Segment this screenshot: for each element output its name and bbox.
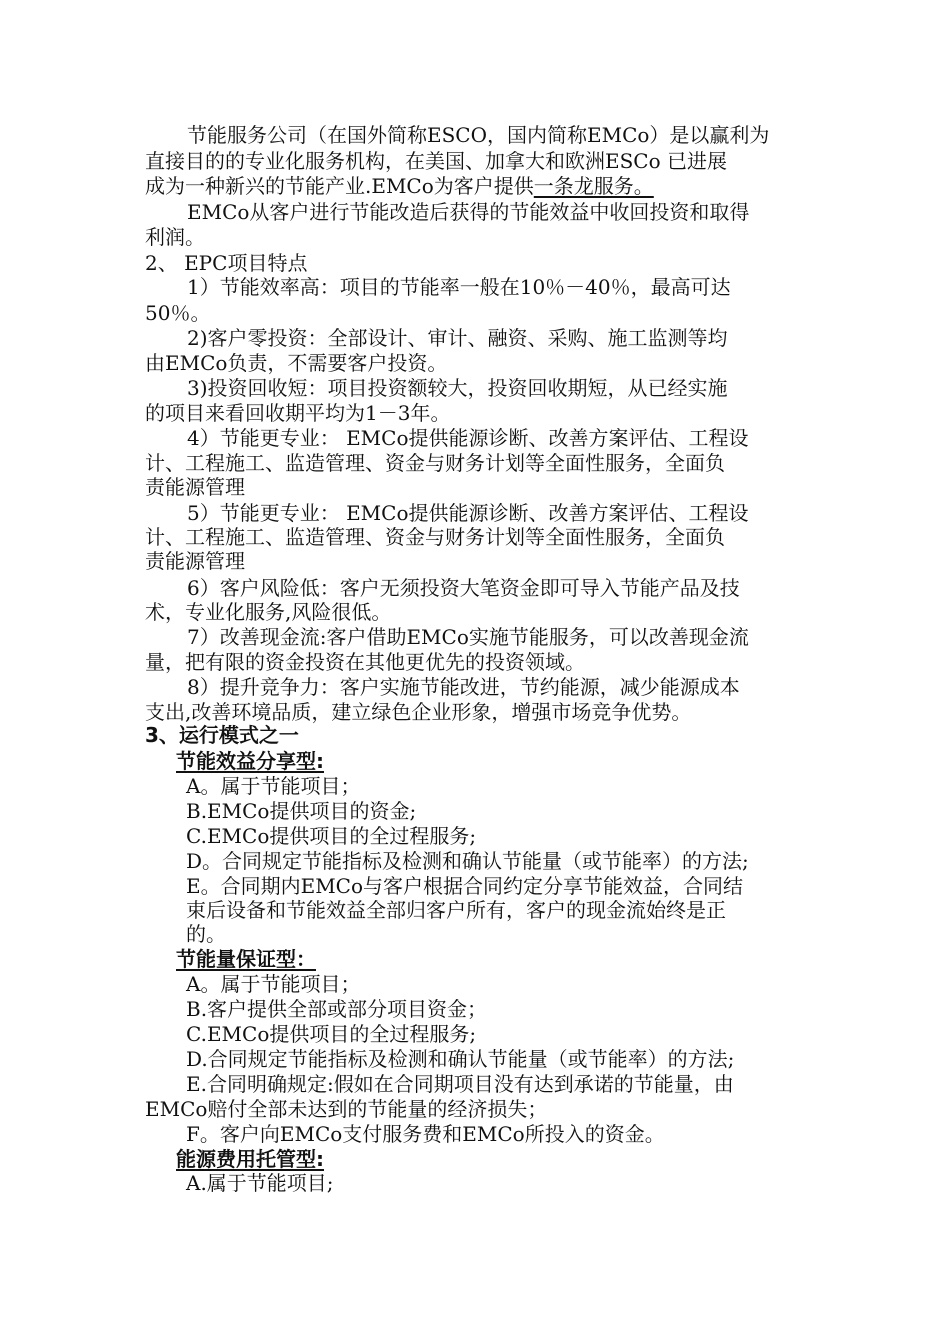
type3-line: A.属于节能项目; (186, 1171, 334, 1195)
type2-line: E.合同明确规定:假如在合同期项目没有达到承诺的节能量，由 (186, 1072, 734, 1096)
type1-line: C.EMCo提供项目的全过程服务; (186, 824, 477, 848)
type1-title: 节能效益分享型: (176, 749, 324, 773)
type1-line: 的。 (186, 922, 226, 946)
intro-line-1: 节能服务公司（在国外简称ESCO，国内简称EMCo）是以赢利为 (187, 123, 770, 147)
type2-line: A。属于节能项目； (186, 972, 361, 996)
intro-line-3-text: 成为一种新兴的节能产业.EMCo为客户提供 (145, 174, 534, 198)
section-3-heading: 3、运行模式之一 (145, 723, 299, 747)
type1-line: E。合同期内EMCo与客户根据合同约定分享节能效益，合同结 (186, 874, 744, 898)
feature-line: 7）改善现金流:客户借助EMCo实施节能服务，可以改善现金流 (187, 625, 749, 649)
feature-line: 术，专业化服务,风险很低。 (145, 600, 392, 624)
feature-line: 由EMCo负责，不需要客户投资。 (145, 351, 448, 375)
feature-line: 4）节能更专业： EMCo提供能源诊断、改善方案评估、工程设 (187, 426, 749, 450)
feature-line: 计、工程施工、监造管理、资金与财务计划等全面性服务，全面负 (145, 525, 725, 549)
type2-line: C.EMCo提供项目的全过程服务; (186, 1022, 477, 1046)
intro-line-4: EMCo从客户进行节能改造后获得的节能效益中收回投资和取得 (187, 200, 750, 224)
feature-line: 的项目来看回收期平均为1－3年。 (145, 401, 451, 425)
feature-line: 支出,改善环境品质，建立绿色企业形象，增强市场竞争优势。 (145, 700, 692, 724)
section-2-heading: 2、 EPC项目特点 (145, 251, 308, 275)
type1-line: D。合同规定节能指标及检测和确认节能量（或节能率）的方法; (186, 849, 749, 873)
feature-line: 责能源管理 (145, 549, 245, 573)
feature-line: 3)投资回收短：项目投资额较大，投资回收期短，从已经实施 (187, 376, 728, 400)
type3-title: 能源费用托管型: (176, 1147, 324, 1171)
type2-line: D.合同规定节能指标及检测和确认节能量（或节能率）的方法; (186, 1047, 735, 1071)
type2-line: EMCo赔付全部未达到的节能量的经济损失； (145, 1097, 548, 1121)
type2-line: B.客户提供全部或部分项目资金； (186, 997, 488, 1021)
feature-line: 2)客户零投资：全部设计、审计、融资、采购、施工监测等均 (187, 326, 728, 350)
intro-line-3 (145, 173, 654, 199)
intro-line-5: 利润。 (145, 225, 205, 249)
feature-line: 计、工程施工、监造管理、资金与财务计划等全面性服务，全面负 (145, 451, 725, 475)
feature-line: 5）节能更专业： EMCo提供能源诊断、改善方案评估、工程设 (187, 501, 749, 525)
feature-line: 责能源管理 (145, 475, 245, 499)
intro-line-2: 直接目的的专业化服务机构，在美国、加拿大和欧洲ESCo 已进展 (145, 149, 728, 173)
one-stop-service-text: 一条龙服务。 (533, 174, 654, 198)
type2-title: 节能量保证型： (176, 947, 316, 971)
feature-line: 8）提升竞争力：客户实施节能改进，节约能源，减少能源成本 (187, 675, 740, 699)
feature-line: 6）客户风险低：客户无须投资大笔资金即可导入节能产品及技 (187, 576, 740, 600)
type2-line: F。客户向EMCo支付服务费和EMCo所投入的资金。 (186, 1122, 665, 1146)
feature-line: 量，把有限的资金投资在其他更优先的投资领域。 (145, 650, 585, 674)
type1-line: 束后设备和节能效益全部归客户所有，客户的现金流始终是正 (186, 898, 726, 922)
feature-line: 50％。 (145, 301, 211, 325)
feature-line: 1）节能效率高：项目的节能率一般在10％－40％，最高可达 (187, 275, 731, 299)
type1-line: A。属于节能项目； (186, 774, 361, 798)
type1-line: B.EMCo提供项目的资金; (186, 799, 417, 823)
